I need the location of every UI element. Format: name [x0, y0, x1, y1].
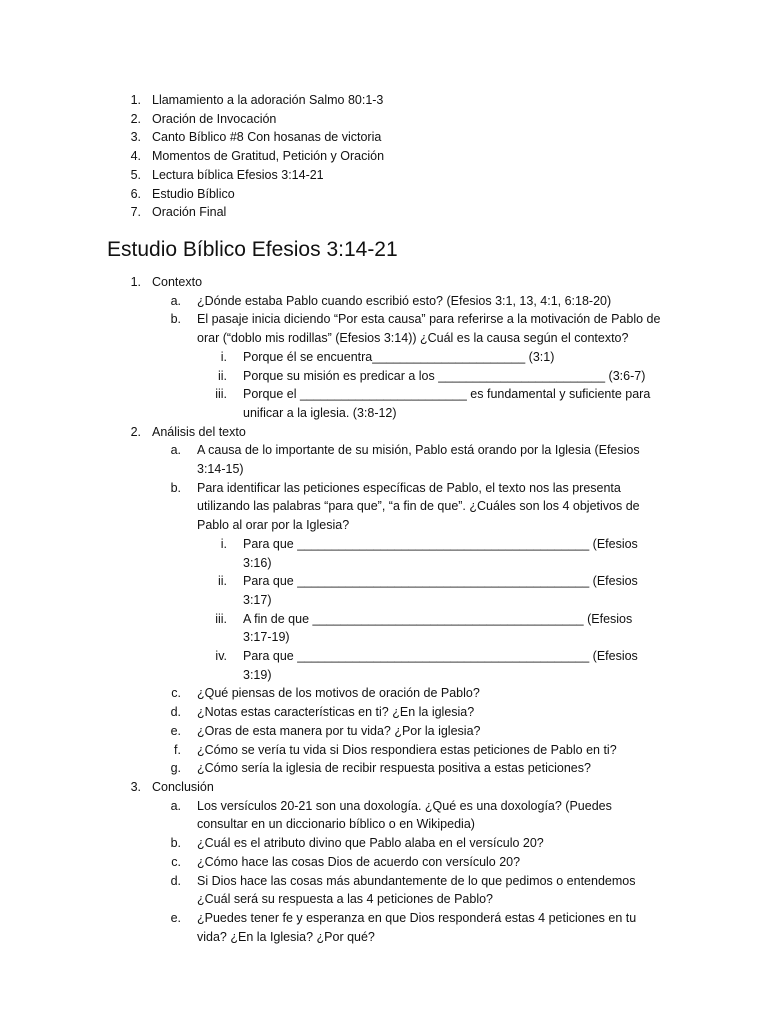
question-text: ¿Dónde estaba Pablo cuando escribió esto? (Efesios 3:1, 13, 4:1, 6:18-20) [197, 293, 612, 308]
answer-roman-numeral: ii. [217, 368, 227, 383]
answer-blank-item [197, 610, 663, 647]
question-item [152, 703, 663, 722]
question-letter: e. [170, 723, 181, 738]
study-title: Estudio Bíblico Efesios 3:14-21 [107, 238, 398, 261]
service-item-text: Estudio Bíblico [152, 186, 235, 201]
section-questions [152, 797, 663, 947]
answer-roman-numeral: iii. [215, 387, 227, 402]
question-letter: a. [170, 798, 181, 813]
service-item-number: 3. [130, 130, 141, 145]
service-item-text: Llamamiento a la adoración Salmo 80:1-3 [152, 93, 384, 107]
answer-roman-numeral: i. [220, 536, 227, 551]
service-item-number: 2. [130, 111, 141, 126]
study-section [107, 778, 663, 946]
question-letter: e. [170, 910, 181, 925]
answer-roman-numeral: i. [220, 349, 227, 364]
answer-blank-text: A fin de que _______________________________________ (Efesios 3:17-19) [243, 611, 633, 645]
question-letter: g. [170, 761, 181, 776]
service-order-list [107, 91, 727, 222]
question-letter: c. [171, 686, 181, 701]
answer-blank-item [197, 535, 663, 572]
service-item [107, 91, 727, 110]
question-text: ¿Cómo sería la iglesia de recibir respuesta positiva a estas peticiones? [197, 761, 591, 776]
question-item [152, 310, 663, 422]
question-text: Si Dios hace las cosas más abundantemente de lo que pedimos o entendemos ¿Cuál será su respuesta a las 4 peticiones de Pablo? [197, 873, 636, 907]
answer-blanks-list [197, 348, 663, 423]
service-item-number: 5. [130, 167, 141, 182]
service-item-number: 1. [130, 93, 141, 107]
answer-blank-text: Para que __________________________________________ (Efesios 3:19) [243, 649, 638, 682]
section-number: 3. [130, 779, 141, 794]
service-item-number: 7. [130, 205, 141, 220]
section-label: Conclusión [152, 779, 214, 794]
section-questions [152, 292, 663, 423]
question-text: El pasaje inicia diciendo “Por esta causa” para referirse a la motivación de Pablo de orar (“doblo mis rodillas” (Efesios 3:14)) ¿Cuál es la causa según el contexto? [197, 312, 661, 346]
answer-roman-numeral: ii. [217, 574, 227, 589]
service-item-number: 6. [130, 186, 141, 201]
section-label: Análisis del texto [152, 424, 246, 439]
question-text: A causa de lo importante de su misión, Pablo está orando por la Iglesia (Efesios 3:14-15) [197, 443, 640, 477]
answer-roman-numeral: iv. [215, 649, 227, 664]
question-item [152, 292, 663, 311]
question-letter: d. [170, 873, 181, 888]
question-text: Para identificar las peticiones específicas de Pablo, el texto nos las presenta utilizando las palabras “para que”, “a fin de que”. ¿Cuáles son los 4 objetivos de Pablo al orar por la Iglesia? [197, 480, 640, 533]
answer-blank-text: Porque el ________________________ es fundamental y suficiente para unificar a la iglesia. (3:8-12) [243, 387, 651, 420]
answer-roman-numeral: iii. [215, 611, 227, 626]
question-letter: d. [170, 705, 181, 720]
service-item-text: Lectura bíblica Efesios 3:14-21 [152, 167, 324, 182]
section-number: 1. [130, 275, 141, 289]
question-text: ¿Notas estas características en ti? ¿En la iglesia? [197, 705, 475, 720]
answer-blanks-list [197, 535, 663, 685]
question-item [152, 759, 663, 778]
question-item [152, 909, 663, 946]
question-text: ¿Cómo hace las cosas Dios de acuerdo con versículo 20? [197, 854, 521, 869]
question-letter: b. [170, 312, 181, 327]
service-item-text: Momentos de Gratitud, Petición y Oración [152, 149, 385, 164]
question-text: ¿Puedes tener fe y esperanza en que Dios responderá estas 4 peticiones en tu vida? ¿En la Iglesia? ¿Por qué? [197, 910, 637, 944]
answer-blank-item [197, 572, 663, 609]
answer-blank-text: Porque su misión es predicar a los ________________________ (3:6-7) [243, 368, 646, 383]
service-item [107, 203, 727, 222]
service-item [107, 147, 727, 166]
answer-blank-item [197, 348, 663, 367]
service-item [107, 128, 727, 147]
answer-blank-text: Para que __________________________________________ (Efesios 3:17) [243, 574, 638, 607]
question-item [152, 797, 663, 834]
question-letter: c. [171, 854, 181, 869]
question-text: Los versículos 20-21 son una doxología. ¿Qué es una doxología? (Puedes consultar en un diccionario bíblico o en Wikipedia) [197, 798, 612, 832]
question-text: ¿Oras de esta manera por tu vida? ¿Por la iglesia? [197, 723, 481, 738]
answer-blank-item [197, 367, 663, 386]
question-item [152, 684, 663, 703]
question-letter: f. [174, 742, 181, 757]
question-item [152, 441, 663, 478]
service-item [107, 166, 727, 185]
study-outline [107, 273, 663, 946]
question-item [152, 722, 663, 741]
question-text: ¿Qué piensas de los motivos de oración de Pablo? [197, 686, 480, 701]
question-text: ¿Cómo se vería tu vida si Dios respondiera estas peticiones de Pablo en ti? [197, 742, 617, 757]
service-item-text: Canto Bíblico #8 Con hosanas de victoria [152, 130, 382, 145]
service-item-text: Oración Final [152, 205, 227, 220]
question-item [152, 872, 663, 909]
question-letter: a. [170, 443, 181, 458]
service-item [107, 185, 727, 204]
answer-blank-item [197, 647, 663, 684]
question-letter: a. [170, 293, 181, 308]
service-item-number: 4. [130, 149, 141, 164]
answer-blank-text: Porque él se encuentra______________________ (3:1) [243, 349, 555, 364]
answer-blank-item [197, 385, 663, 422]
question-item [152, 479, 663, 685]
question-letter: b. [170, 480, 181, 495]
question-letter: b. [170, 836, 181, 851]
study-section [107, 423, 663, 778]
question-text: ¿Cuál es el atributo divino que Pablo alaba en el versículo 20? [197, 836, 544, 851]
question-item [152, 741, 663, 760]
answer-blank-text: Para que __________________________________________ (Efesios 3:16) [243, 536, 638, 570]
section-number: 2. [130, 424, 141, 439]
question-item [152, 834, 663, 853]
study-section [107, 273, 663, 423]
section-questions [152, 441, 663, 778]
service-item-text: Oración de Invocación [152, 111, 277, 126]
question-item [152, 853, 663, 872]
section-label: Contexto [152, 275, 203, 289]
service-item [107, 110, 727, 129]
